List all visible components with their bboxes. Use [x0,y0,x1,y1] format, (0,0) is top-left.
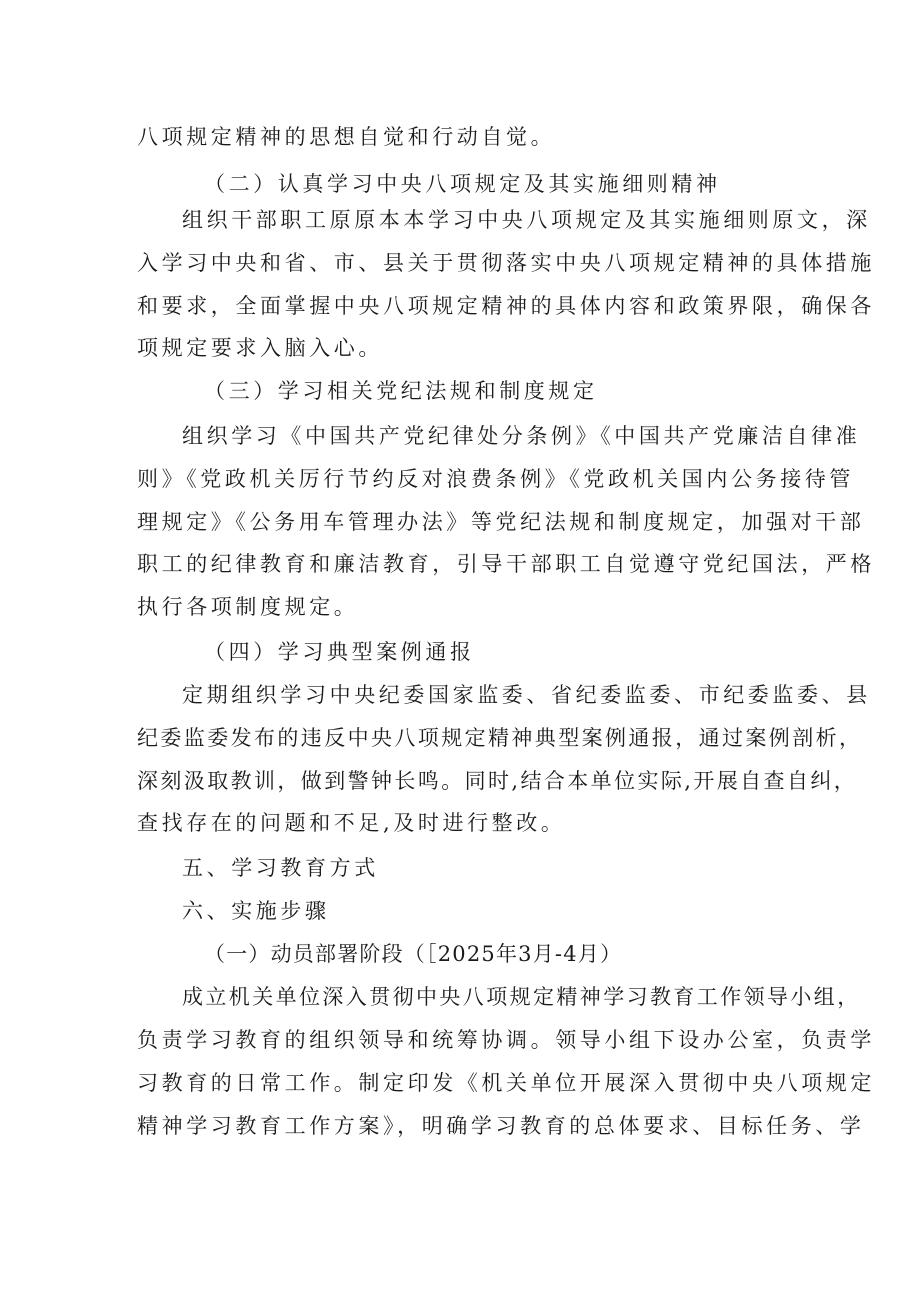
paragraph-line: 纪委监委发布的违反中央八项规定精神典型案例通报，通过案例剖析， [137,726,863,750]
paragraph-line: 和要求，全面掌握中央八项规定精神的具体内容和政策界限，确保各 [137,294,875,318]
paragraph-line: 深刻汲取教训，做到警钟长鸣。同时,结合本单位实际,开展自查自纠， [137,769,858,793]
section-heading: （二）认真学习中央八项规定及其实施细则精神 [204,172,721,196]
paragraph-line: 查找存在的问题和不足,及时进行整改。 [137,811,566,835]
paragraph-line: 习教育的日常工作。制定印发《机关单位开展深入贯彻中央八项规定 [137,1071,875,1095]
paragraph-line: 职工的纪律教育和廉洁教育，引导干部职工自觉遵守党纪国法，严格 [137,552,875,576]
paragraph-line: 负责学习教育的组织领导和统筹协调。领导小组下设办公室，负责学 [137,1028,875,1052]
section-heading: （三）学习相关党纪法规和制度规定 [204,379,598,403]
section-heading: 五、学习教育方式 [182,856,379,880]
paragraph-line: 精神学习教育工作方案》，明确学习教育的总体要求、目标任务、学 [137,1114,865,1138]
paragraph-line: 组织干部职工原原本本学习中央八项规定及其实施细则原文，深 [182,208,871,232]
paragraph-line: 项规定要求入脑入心。 [137,336,383,360]
section-heading: （四）学习典型案例通报 [204,640,475,664]
section-heading: 六、实施步骤 [182,899,330,923]
paragraph-line: 理规定》《公务用车管理办法》等党纪法规和制度规定，加强对干部 [137,510,865,534]
section-heading: （一）动员部署阶段（［2025年3月-4月） [204,942,623,966]
paragraph-line: 组织学习《中国共产党纪律处分条例》《中国共产党廉洁自律准 [182,424,861,448]
paragraph-line: 执行各项制度规定。 [137,595,359,619]
paragraph-line: 则》《党政机关厉行节约反对浪费条例》《党政机关国内公务接待管 [137,467,854,491]
paragraph-line: 定期组织学习中央纪委国家监委、省纪委监委、市纪委监委、县 [182,683,871,707]
paragraph-line: 入学习中央和省、市、县关于贯彻落实中央八项规定精神的具体措施 [137,251,875,275]
paragraph-line: 成立机关单位深入贯彻中央八项规定精神学习教育工作领导小组， [182,985,861,1009]
paragraph-line: 八项规定精神的思想自觉和行动自觉。 [137,125,556,149]
